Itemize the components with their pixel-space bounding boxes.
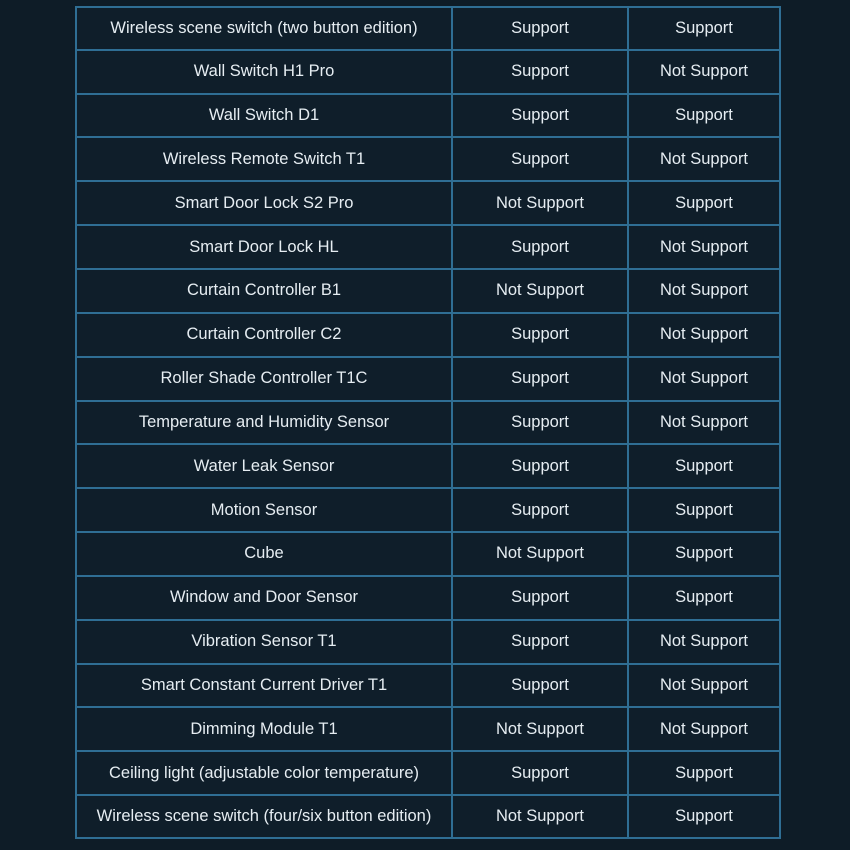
table-row — [77, 313, 779, 357]
device-name-cell: Vibration Sensor T1 — [77, 620, 452, 664]
support-status-cell-a: Not Support — [452, 269, 628, 313]
table-row — [77, 137, 779, 181]
device-name-cell: Water Leak Sensor — [77, 444, 452, 488]
support-status-cell-a: Not Support — [452, 707, 628, 751]
support-status-cell-a: Not Support — [452, 532, 628, 576]
support-status-cell-a: Support — [452, 225, 628, 269]
device-name-cell: Wireless scene switch (four/six button edition) — [77, 795, 452, 837]
support-status-cell-b: Support — [628, 488, 779, 532]
support-status-cell-b: Support — [628, 94, 779, 138]
device-name-cell: Roller Shade Controller T1C — [77, 357, 452, 401]
support-status-cell-a: Support — [452, 50, 628, 94]
support-status-cell-b: Not Support — [628, 225, 779, 269]
support-status-cell-a: Support — [452, 8, 628, 50]
support-status-cell-a: Support — [452, 488, 628, 532]
support-status-cell-b: Not Support — [628, 357, 779, 401]
device-name-cell: Window and Door Sensor — [77, 576, 452, 620]
support-status-cell-b: Support — [628, 576, 779, 620]
support-status-cell-b: Not Support — [628, 269, 779, 313]
support-status-cell-b: Not Support — [628, 137, 779, 181]
support-status-cell-b: Not Support — [628, 620, 779, 664]
device-name-cell: Smart Constant Current Driver T1 — [77, 664, 452, 708]
support-status-cell-b: Not Support — [628, 664, 779, 708]
support-status-cell-a: Support — [452, 664, 628, 708]
support-status-cell-b: Support — [628, 532, 779, 576]
support-status-cell-b: Not Support — [628, 401, 779, 445]
support-status-cell-b: Not Support — [628, 50, 779, 94]
device-name-cell: Curtain Controller C2 — [77, 313, 452, 357]
table-row — [77, 94, 779, 138]
device-name-cell: Wall Switch H1 Pro — [77, 50, 452, 94]
support-status-cell-b: Support — [628, 751, 779, 795]
table-row — [77, 707, 779, 751]
table-row — [77, 225, 779, 269]
table-row — [77, 357, 779, 401]
support-status-cell-a: Support — [452, 313, 628, 357]
support-status-cell-a: Support — [452, 620, 628, 664]
support-status-cell-a: Support — [452, 94, 628, 138]
device-name-cell: Motion Sensor — [77, 488, 452, 532]
table-row — [77, 532, 779, 576]
device-name-cell: Temperature and Humidity Sensor — [77, 401, 452, 445]
table-row — [77, 8, 779, 50]
support-status-cell-b: Support — [628, 8, 779, 50]
support-status-cell-b: Support — [628, 444, 779, 488]
table-body — [77, 8, 779, 837]
support-status-cell-a: Not Support — [452, 181, 628, 225]
device-name-cell: Ceiling light (adjustable color temperature) — [77, 751, 452, 795]
support-status-cell-b: Support — [628, 795, 779, 837]
device-name-cell: Wall Switch D1 — [77, 94, 452, 138]
support-status-cell-b: Support — [628, 181, 779, 225]
table-row — [77, 576, 779, 620]
device-name-cell: Smart Door Lock HL — [77, 225, 452, 269]
device-name-cell: Dimming Module T1 — [77, 707, 452, 751]
compatibility-table-frame — [75, 6, 781, 839]
device-name-cell: Curtain Controller B1 — [77, 269, 452, 313]
support-status-cell-b: Not Support — [628, 313, 779, 357]
device-name-cell: Cube — [77, 532, 452, 576]
support-status-cell-a: Support — [452, 576, 628, 620]
support-status-cell-b: Not Support — [628, 707, 779, 751]
table-row — [77, 664, 779, 708]
table-row — [77, 401, 779, 445]
device-name-cell: Wireless scene switch (two button edition) — [77, 8, 452, 50]
table-row — [77, 751, 779, 795]
table-row — [77, 488, 779, 532]
table-row — [77, 444, 779, 488]
table-row — [77, 795, 779, 837]
compatibility-table — [77, 8, 779, 837]
support-status-cell-a: Support — [452, 444, 628, 488]
support-status-cell-a: Support — [452, 751, 628, 795]
support-status-cell-a: Support — [452, 137, 628, 181]
table-row — [77, 269, 779, 313]
support-status-cell-a: Support — [452, 401, 628, 445]
table-row — [77, 620, 779, 664]
table-row — [77, 181, 779, 225]
table-row — [77, 50, 779, 94]
support-status-cell-a: Not Support — [452, 795, 628, 837]
device-name-cell: Wireless Remote Switch T1 — [77, 137, 452, 181]
device-name-cell: Smart Door Lock S2 Pro — [77, 181, 452, 225]
support-status-cell-a: Support — [452, 357, 628, 401]
